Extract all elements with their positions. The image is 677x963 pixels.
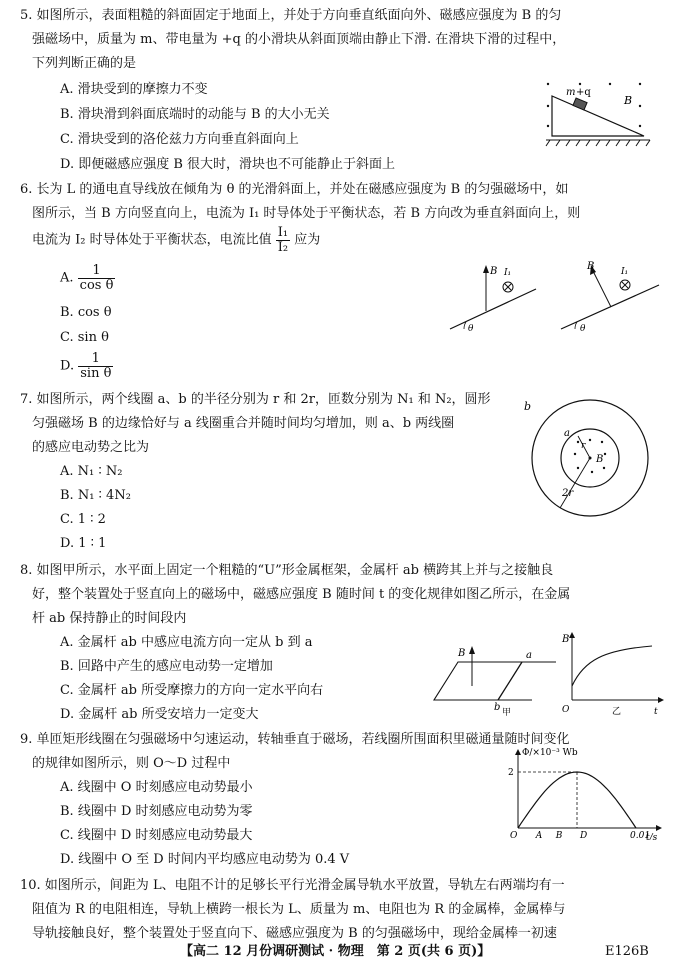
q5-option-b: B. 滑块滑到斜面底端时的动能与 B 的大小无关 [60,107,330,122]
footer-code: E126B [605,944,649,959]
q5-fig-field-label: B [624,94,633,107]
y-tick-label: 2 [508,768,514,778]
q7-option-d: D. 1 ∶ 1 [60,536,107,551]
q5-stem-line-3: 下列判断正确的是 [32,56,137,71]
q10-stem-line-3: 导轨接触良好，整个装置处于竖直向下、磁感应强度为 B 的匀强磁场中，现给金属棒一初速 [32,926,557,941]
q6-ratio-fraction: $\frac{\text{I₁}}{\text{I₂}}$ [277,225,289,255]
q6-figure-perpendicular-field [555,255,665,335]
q7-coils-figure [520,392,660,527]
q7-stem-line-3: 的感应电动势之比为 [32,440,150,455]
x-tick-label: D [580,831,588,840]
q9-option-b: B. 线圈中 D 时刻感应电动势为零 [60,804,253,819]
q6-option-c: C. sin θ [60,330,109,345]
q5-fig-charge-label: +q [576,87,591,98]
q8-stem-line-1: 8. 如图甲所示，水平面上固定一个粗糙的“U”形金属框架，金属杆 ab 横跨其上并与之接触良 [20,563,554,578]
svg-text:B: B [490,266,498,277]
svg-text:2r: 2r [562,488,574,499]
q5-stem-line-2: 强磁场中，质量为 m、带电量为 +q 的小滑块从斜面顶端由静止下滑. 在滑块下滑的过程中， [32,32,566,47]
x-axis-arrow [656,825,662,831]
q7-option-a: A. N₁ ∶ N₂ [60,464,123,479]
svg-text:t: t [654,707,658,717]
q8-stem-line-3: 杆 ab 保持静止的时间段内 [32,611,187,626]
q9-stem-line-1: 9. 单匝矩形线圈在匀强磁场中匀速运动，转轴垂直于磁场，若线圈所围面积里磁通量随时间变化 [20,732,570,747]
q8-b-t-graph-yi [560,628,665,718]
q5-option-a: A. 滑块受到的摩擦力不变 [60,82,208,97]
q7-stem-line-2: 匀强磁场 B 的边缘恰好与 a 线圈重合并随时间均匀增加，则 a、b 两线圈 [32,416,455,431]
svg-text:乙: 乙 [612,707,622,717]
svg-text:O: O [562,705,570,715]
svg-text:b: b [524,400,532,413]
x-tick-label: O [510,831,518,840]
q8-stem-line-2: 好，整个装置处于竖直向上的磁场中，磁感应强度 B 随时间 t 的变化规律如图乙所示，在金属 [32,587,571,602]
q9-option-c: C. 线圈中 D 时刻感应电动势最大 [60,828,253,843]
q6-stem-line-2: 图所示，当 B 方向竖直向上，电流为 I₁ 时导体处于平衡状态，若 B 方向改为垂直斜面向上，则 [32,206,581,221]
x-tick-label: 0.01 [630,831,651,840]
q8-option-b: B. 回路中产生的感应电动势一定增加 [60,659,273,674]
q8-u-frame-figure-jia [428,640,558,716]
q5-option-c: C. 滑块受到的洛伦兹力方向垂直斜面向上 [60,132,299,147]
q5-option-d: D. 即便磁感应强度 B 很大时，滑块也不可能静止于斜面上 [60,157,396,172]
svg-text:B: B [562,634,570,645]
q6-figure-vertical-field [440,255,540,335]
q7-option-c: C. 1 ∶ 2 [60,512,106,527]
q8-option-d: D. 金属杆 ab 所受安培力一定变大 [60,707,259,722]
footer-page-info: 【高二 12 月份调研测试 · 物理 第 2 页(共 6 页)】 [180,944,491,959]
q5-fig-mass-label: m [566,87,576,98]
svg-text:B: B [596,454,604,465]
q9-stem-line-2: 的规律如图所示，则 O～D 过程中 [32,756,231,771]
svg-text:a: a [564,428,570,439]
q9-option-d: D. 线圈中 O 至 D 时间内平均感应电动势为 0.4 V [60,852,350,867]
q6-option-a: A. $\frac{1}{\text{cos θ}}$ [60,263,114,293]
svg-text:B: B [458,648,466,659]
svg-text:I₁: I₁ [504,268,512,278]
x-tick-label: A [535,831,543,840]
svg-text:B: B [587,261,595,272]
svg-text:θ: θ [580,324,586,334]
q10-stem-line-2: 阻值为 R 的电阻相连，导轨上横跨一根长为 L、质量为 m、电阻也为 R 的金属棒，金属棒与 [32,902,566,917]
q8-option-a: A. 金属杆 ab 中感应电流方向一定从 b 到 a [60,635,313,650]
q7-stem-line-1: 7. 如图所示，两个线圈 a、b 的半径分别为 r 和 2r，匝数分别为 N₁ 和 N₂，圆形 [20,392,491,407]
q6-option-b: B. cos θ [60,305,112,320]
x-tick-label: B [555,831,563,840]
q5-stem-line-1: 5. 如图所示，表面粗糙的斜面固定于地面上，并处于方向垂直纸面向外、磁感应强度为 B 的匀 [20,8,562,23]
q6-stem-line-1: 6. 长为 L 的通电直导线放在倾角为 θ 的光滑斜面上，并处在磁感应强度为 B 的匀强磁场中，如 [20,182,569,197]
svg-text:甲: 甲 [502,708,512,716]
q6-option-d: D. $\frac{1}{\text{sin θ}}$ [60,351,112,381]
q9-flux-chart [500,745,670,840]
q10-stem-line-1: 10. 如图所示，间距为 L、电阻不计的足够长平行光滑金属导轨水平放置，导轨左右两端均有一 [20,878,565,893]
svg-text:a: a [526,650,532,661]
svg-text:I₁: I₁ [621,267,629,277]
q7-option-b: B. N₁ ∶ 4N₂ [60,488,131,503]
svg-text:θ: θ [468,324,474,334]
svg-text:r: r [581,441,586,451]
y-axis-arrow [515,749,521,755]
y-axis-label: Φ/×10⁻³ Wb [522,748,578,758]
q6-stem-line-3: 电流为 I₂ 时导体处于平衡状态，电流比值 $\frac{\text{I₁}}{\text{I₂}}$ 应为 [32,225,321,255]
q5-incline-figure [540,78,660,148]
svg-text:b: b [494,702,501,713]
q8-option-c: C. 金属杆 ab 所受摩擦力的方向一定水平向右 [60,683,324,698]
q9-option-a: A. 线圈中 O 时刻感应电动势最小 [60,780,253,795]
x-axis-label: t/s [646,833,658,840]
